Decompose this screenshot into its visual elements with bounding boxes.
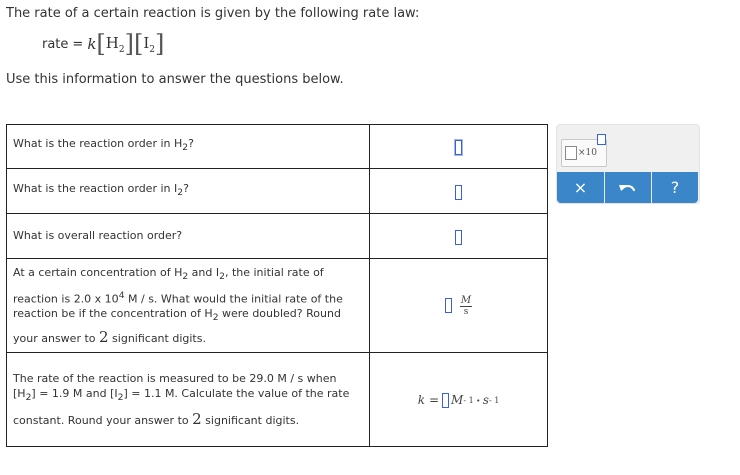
rate-constant-k: k [87,35,97,53]
species-i: $I_2$ [143,33,156,55]
left-bracket: [ [96,30,106,58]
species-h: $H_2$ [105,33,125,55]
intro-text: The rate of a certain reaction is given by the following rate law: [6,6,420,21]
overall-order-input[interactable] [455,230,462,245]
equals-sign: = [72,36,84,52]
undo-icon [619,181,637,195]
answer-cell [370,259,548,353]
left-bracket: [ [133,30,144,58]
scientific-notation-button[interactable] [561,139,607,167]
question-text: What is the reaction order in $I_2$? [7,169,370,214]
question-text: At a certain concentration of $H_2$ and $I_2$, the initial rate of reaction is 2.0 x $10^4$ M / s. What would the initial rate of the reaction be if the concentration of $H_2$ were doubled? Round your answer to 2 significant digits. [7,259,370,353]
questions-table [6,124,548,447]
order-i2-input[interactable] [455,185,462,200]
question-row [7,214,548,259]
rate-label: rate [42,36,69,52]
rate-constant-units: k = M - 1 · s - 1 [417,390,500,410]
right-bracket: ] [124,30,134,58]
undo-button[interactable] [604,172,651,203]
question-row [7,169,548,214]
question-text: What is overall reaction order? [7,214,370,259]
answer-cell [370,125,548,169]
question-row [7,125,548,169]
help-button[interactable] [651,172,698,203]
rate-law-equation [42,32,164,56]
order-h2-input[interactable] [455,140,462,155]
answer-cell [370,353,548,447]
math-tool-panel [556,124,700,204]
question-text: What is the reaction order in $H_2$? [7,125,370,169]
mantissa-box-icon [565,146,577,160]
doubled-rate-input[interactable] [445,298,452,313]
unit-fraction: $\frac{M}{s}$ [460,294,472,317]
rate-constant-input[interactable] [442,393,449,408]
times-ten-label: ×10 [578,148,597,158]
question-row [7,353,548,447]
exponent-box-icon [597,134,606,145]
right-bracket: ] [155,30,165,58]
help-icon: ? [670,178,680,197]
question-text: The rate of the reaction is measured to be 29.0 M / s when $[H_2] = 1.9$ M and $[I_2] = 1.1$ M. Calculate the value of the rate constant. Round your answer to 2 significant digits. [7,353,370,447]
tool-button-bar [557,172,698,203]
answer-cell [370,169,548,214]
instructions-text: Use this information to answer the questions below. [6,72,344,87]
close-icon: × [573,178,588,197]
question-row [7,259,548,353]
clear-button[interactable] [557,172,604,203]
answer-cell [370,214,548,259]
